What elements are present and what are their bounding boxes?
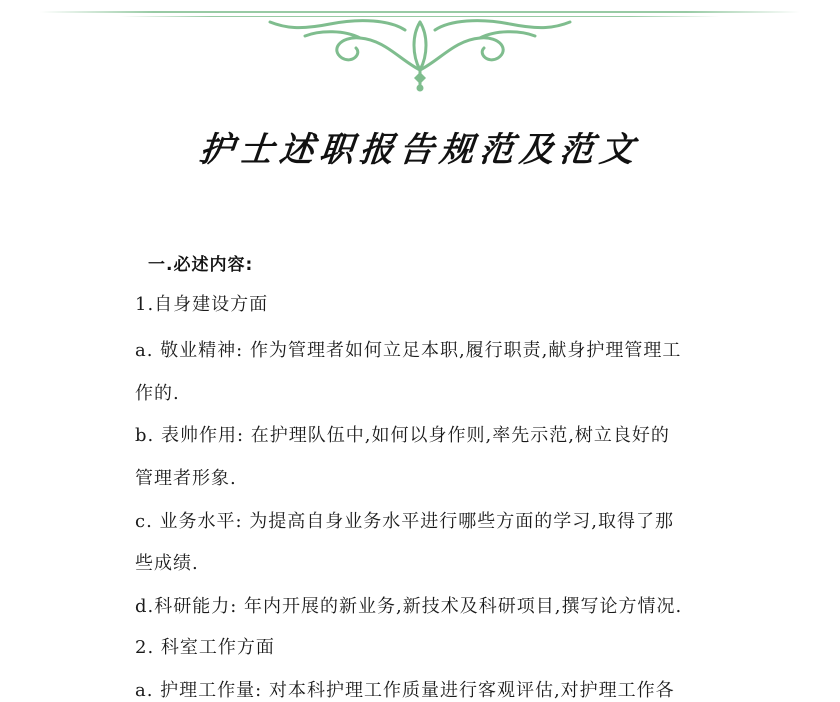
text-line: b. 表帅作用: 在护理队伍中,如何以身作则,率先示范,树立良好的 xyxy=(135,425,670,446)
text-line: d.科研能力: 年内开展的新业务,新技术及科研项目,撰写论方情况. xyxy=(135,596,683,617)
text-line: 作的. xyxy=(135,383,180,404)
text-line: 些成绩. xyxy=(135,553,199,574)
text-line: 1.自身建设方面 xyxy=(135,294,269,315)
section-heading: 一.必述内容: xyxy=(148,255,254,275)
text-line: a. 敬业精神: 作为管理者如何立足本职,履行职责,献身护理管理工 xyxy=(135,340,682,361)
text-line: c. 业务水平: 为提高自身业务水平进行哪些方面的学习,取得了那 xyxy=(135,511,675,532)
text-line: 2. 科室工作方面 xyxy=(135,637,275,658)
text-line: 管理者形象. xyxy=(135,468,237,489)
page-title: 护士述职报告规范及范文 xyxy=(197,130,642,170)
text-line: a. 护理工作量: 对本科护理工作质量进行客观评估,对护理工作各 xyxy=(135,680,675,701)
header-ornament xyxy=(0,0,840,100)
